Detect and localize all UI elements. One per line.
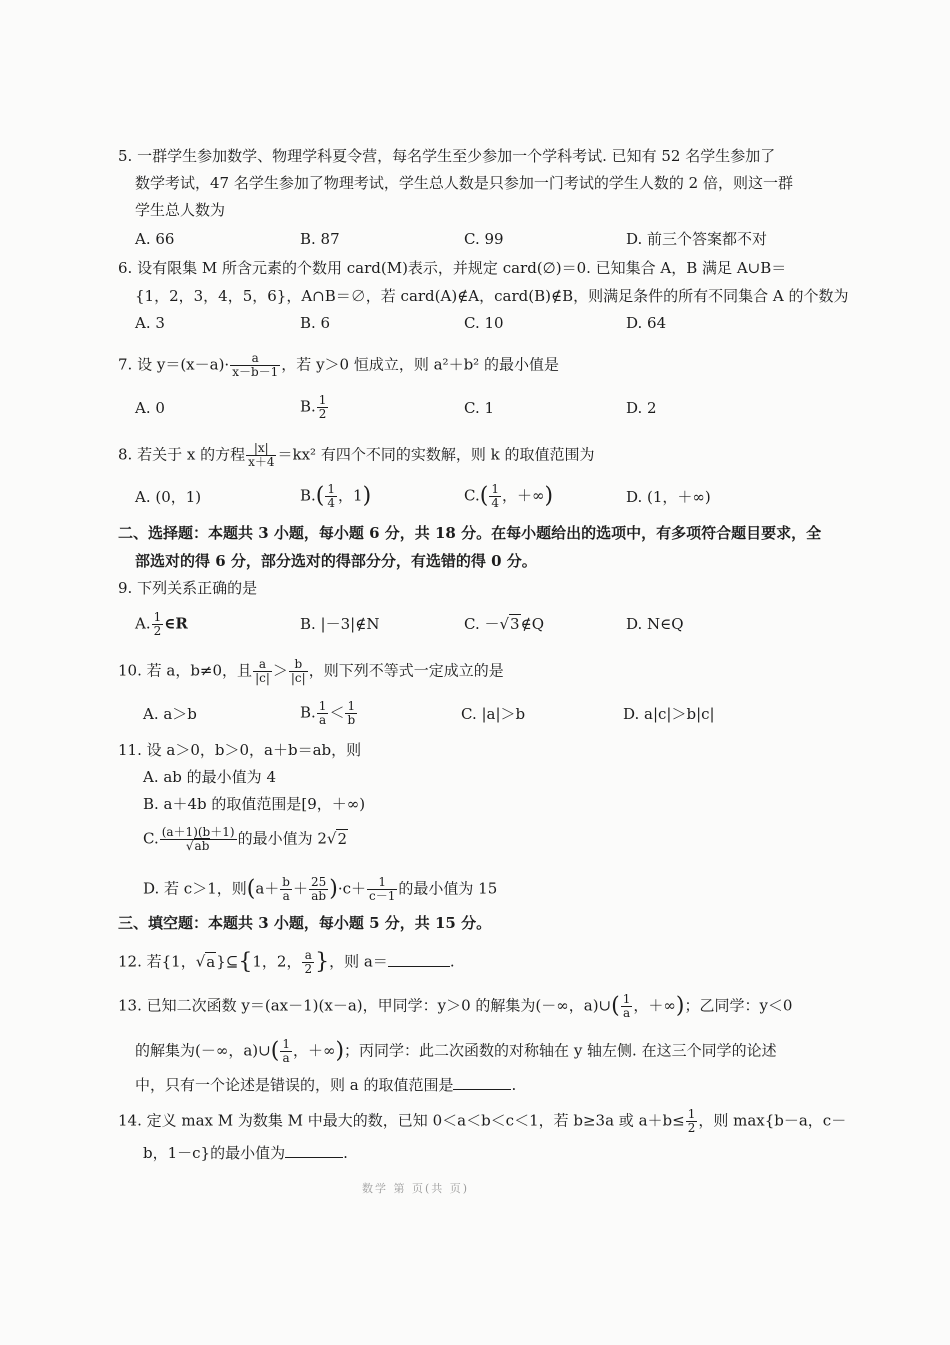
q7-stem-pre: 7. 设 y＝(x－a)· (118, 355, 230, 374)
q7-option-b-num: 1 (318, 393, 327, 407)
q6-line2: {1，2，3，4，5，6}，A∩B＝∅，若 card(A)∉A，card(B)∉B，则满足条件的所有不同集合 A 的个数为 (135, 287, 849, 305)
q14-line2-end: . (343, 1144, 348, 1162)
q13-line2-num: 1 (282, 1037, 290, 1051)
q9-option-c-radicand: 3 (510, 615, 520, 633)
q13-line1: 13. 已知二次函数 y＝(ax－1)(x－a)，甲同学：y＞0 的解集为(－∞，a)∪( $\frac{1}{a}$ ，＋∞)；乙同学：y＜0 (118, 992, 793, 1020)
q10-stem (118, 658, 504, 685)
q11-option-d-pre: D. 若 c＞1，则 (143, 879, 247, 898)
q7-frac-num: a (230, 352, 280, 366)
q10-stem-mid: ＞ (272, 661, 288, 680)
section2-heading-line2: 部选对的得 6 分，部分选对的得部分分，有选错的得 0 分。 (135, 552, 537, 570)
q8-option-c-den: 4 (491, 496, 499, 510)
q13-line1-den: a (622, 1006, 631, 1020)
q9-option-b: B. |－3|∉N (300, 615, 380, 633)
q8-option-b-label: B. (300, 486, 316, 505)
q14-line1-pre: 14. 定义 max M 为数集 M 中最大的数，已知 0＜a＜b＜c＜1，若 b≥3a 或 a＋b≤ (118, 1111, 685, 1130)
q8-option-c-tail: ，＋∞ (501, 486, 545, 505)
q10-frac2-den: |c| (290, 671, 306, 685)
q10-option-b-frac2 (345, 700, 357, 727)
q12-answer-blank[interactable] (388, 952, 450, 967)
q11-option-d-frac2-den: ab (311, 889, 327, 903)
q8-option-b-num: 1 (327, 482, 336, 496)
q14-line1-post: ，则 max{b－a，c－ (698, 1111, 847, 1130)
q11-option-d-frac1-den: a (282, 889, 290, 903)
q8-stem-pre: 8. 若关于 x 的方程 (118, 445, 246, 464)
q12-radicand: a (206, 952, 216, 971)
q13-line1-num: 1 (622, 992, 631, 1006)
q11-option-d-tail: 的最小值为 15 (398, 879, 498, 898)
q6-option-a: A. 3 (135, 314, 165, 332)
page-footer: 数学 第 页(共 页) (362, 1182, 470, 1195)
q10-option-d: D. a|c|＞b|c| (623, 705, 715, 723)
q12-frac-den: 2 (304, 962, 313, 976)
q12-set-close: } (315, 949, 330, 975)
q8-frac-den: x＋4 (248, 455, 275, 469)
q10-option-b-frac2-den: b (347, 713, 356, 727)
q10-option-b-mid: ＜ (329, 703, 345, 722)
q12-set-open: { (238, 949, 253, 975)
q10-frac1-num: a (253, 658, 272, 672)
q9-option-a-den: 2 (153, 624, 162, 638)
q13-line2-den: a (282, 1051, 290, 1065)
q7-option-b-den: 2 (318, 407, 327, 421)
q11-option-c-frac: $\frac{(a+1)(b+1)}{√ab}$ (161, 825, 235, 853)
q14-frac-den: 2 (687, 1121, 696, 1135)
q14-line2 (143, 1143, 348, 1163)
q9-option-d: D. N∈Q (626, 615, 684, 633)
q10-option-b-frac1-num: 1 (318, 699, 327, 713)
q12-stem-pre: 12. 若{1， (118, 952, 196, 971)
q10-option-b-frac2-num: 1 (345, 700, 357, 714)
q13-line3 (135, 1075, 516, 1095)
q11-option-d-rparen: ) (329, 876, 338, 902)
q11-stem: 11. 设 a＞0，b＞0，a＋b＝ab，则 (118, 741, 362, 759)
q14-line1 (118, 1108, 846, 1135)
q11-option-d-frac2 (309, 876, 328, 903)
q9-option-a-tail: ∈R (164, 614, 188, 633)
q8-fraction (246, 442, 276, 469)
q7-option-b-label: B. (300, 397, 316, 416)
q12-set-items: 1，2， (252, 952, 302, 971)
q8-frac-num: |x| (246, 442, 276, 456)
q10-option-c: C. |a|＞b (461, 705, 526, 723)
q13-line1-pre: 13. 已知二次函数 y＝(ax－1)(x－a)，甲同学：y＞0 的解集为(－∞，a)∪ (118, 996, 612, 1015)
q10-stem-post: ，则下列不等式一定成立的是 (308, 661, 504, 680)
q11-option-c-den: ab (194, 839, 210, 853)
q8-option-d: D. (1，＋∞) (626, 488, 711, 506)
q8-option-c-num: 1 (491, 482, 499, 496)
q7-frac-den: x－b－1 (232, 365, 279, 379)
q7-option-b (300, 394, 329, 421)
q13-line2-pre: 的解集为(－∞，a)∪ (135, 1041, 271, 1060)
q10-option-b-label: B. (300, 703, 316, 722)
q5-option-c: C. 99 (464, 230, 504, 248)
q10-frac1 (253, 658, 272, 685)
q13-line2-tail: ，＋∞ (292, 1041, 336, 1060)
q9-option-a-frac (152, 611, 164, 638)
q11-option-d-frac1-num: b (282, 875, 290, 889)
q14-frac-num: 1 (687, 1107, 696, 1121)
q5-option-d: D. 前三个答案都不对 (626, 230, 768, 248)
q9-option-a (135, 611, 188, 638)
q10-frac1-den: |c| (255, 671, 270, 685)
q9-option-a-num: 1 (153, 610, 162, 624)
q7-option-c: C. 1 (464, 399, 495, 417)
q8-stem-post: ＝kx² 有四个不同的实数解，则 k 的取值范围为 (277, 445, 595, 464)
q9-option-c-pre: C. － (464, 615, 500, 633)
q10-option-b-frac1-den: a (319, 713, 327, 727)
q8-stem (118, 442, 594, 469)
q6-option-c: C. 10 (464, 314, 504, 332)
q11-option-c-num: (a＋1)(b＋1) (161, 825, 235, 839)
q13-line2-frac (280, 1038, 292, 1065)
q14-fraction (686, 1108, 698, 1135)
q11-option-d (143, 876, 497, 903)
q5-line3: 学生总人数为 (135, 201, 226, 219)
q13-line1-frac (621, 993, 633, 1020)
q10-stem-pre: 10. 若 a，b≠0，且 (118, 661, 253, 680)
q13-line2-post: ；丙同学：此二次函数的对称轴在 y 轴左侧. 在这三个同学的论述 (344, 1041, 777, 1060)
q11-option-d-lparen: ( (246, 876, 256, 902)
q7-option-b-frac (317, 394, 329, 421)
q11-option-d-frac3 (367, 876, 397, 903)
q11-option-c-tail: 的最小值为 2 (237, 829, 327, 848)
q10-frac2 (289, 658, 308, 685)
q8-option-b-frac (325, 483, 337, 510)
q9-option-c-tail: ∉Q (520, 615, 544, 633)
q8-option-b-den: 4 (327, 496, 336, 510)
q11-option-b: B. a＋4b 的取值范围是[9，＋∞) (143, 795, 366, 813)
q7-stem (118, 352, 559, 379)
q9-option-a-label: A. (135, 614, 151, 633)
q13-line1-post: ；乙同学：y＜0 (684, 996, 793, 1015)
q8-option-c-frac (489, 483, 501, 510)
q7-fraction (230, 352, 280, 379)
section2-heading-line1: 二、选择题：本题共 3 小题，每小题 6 分，共 18 分。在每小题给出的选项中，有多项符合题目要求，全 (118, 524, 822, 542)
q5-option-a: A. 66 (135, 230, 175, 248)
q8-option-c: C.( $\frac{1}{4}$ ，＋∞) (464, 482, 554, 510)
q11-option-c-radicand: 2 (337, 829, 347, 848)
q8-option-b: B.( $\frac{1}{4}$ ，1) (300, 482, 372, 510)
q11-option-d-frac1 (280, 876, 292, 903)
q11-option-a: A. ab 的最小值为 4 (143, 768, 276, 786)
q7-option-a: A. 0 (135, 399, 165, 417)
q11-option-d-frac3-den: c－1 (369, 889, 396, 903)
q11-option-c: C. $\frac{(a+1)(b+1)}{√ab}$ 的最小值为 2√2 (143, 825, 347, 853)
q12-stem-mid: }⊆ (216, 952, 239, 971)
q10-option-b-frac1 (317, 700, 329, 727)
q11-option-d-mid: ·c＋ (337, 879, 367, 898)
q6-line1: 6. 设有限集 M 所含元素的个数用 card(M)表示，并规定 card(∅)＝0. 已知集合 A，B 满足 A∪B＝ (118, 259, 787, 277)
q12-stem-post: ，则 a＝ (329, 952, 388, 971)
q14-answer-blank[interactable] (285, 1143, 343, 1158)
q5-line2: 数学考试，47 名学生参加了物理考试，学生总人数是只参加一门考试的学生人数的 2 倍，则这一群 (135, 174, 793, 192)
q8-option-a: A. (0，1) (135, 488, 202, 506)
q7-stem-post: ，若 y＞0 恒成立，则 a²＋b² 的最小值是 (281, 355, 559, 374)
q10-frac2-num: b (289, 658, 308, 672)
q14-line2-text: b，1－c}的最小值为 (143, 1144, 286, 1162)
q13-line1-tail: ，＋∞ (633, 996, 676, 1015)
q12-fraction (302, 949, 314, 976)
q9-stem: 9. 下列关系正确的是 (118, 579, 258, 597)
q10-option-b (300, 700, 358, 727)
q11-option-d-frac3-num: 1 (367, 876, 397, 890)
q11-option-d-frac2-num: 25 (311, 875, 327, 889)
q6-option-d: D. 64 (626, 314, 667, 332)
q12-frac-num: a (302, 949, 314, 963)
q11-option-c-label: C. (143, 829, 159, 848)
q12-stem: 12. 若{1，√a}⊆{1，2， $\frac{a}{2}$ }，则 a＝ . (118, 948, 455, 976)
q5-line1: 5. 一群学生参加数学、物理学科夏令营，每名学生至少参加一个学科考试. 已知有 52 名学生参加了 (118, 147, 776, 165)
q8-option-c-label: C. (464, 486, 480, 505)
q9-option-c: C. －√3∉Q (464, 615, 544, 633)
q6-option-b: B. 6 (300, 314, 331, 332)
q13-answer-blank[interactable] (453, 1075, 511, 1090)
q7-option-d: D. 2 (626, 399, 657, 417)
q11-option-d-a: a＋ (255, 879, 280, 898)
q13-line3-text: 中，只有一个论述是错误的，则 a 的取值范围是 (135, 1076, 454, 1094)
q10-option-a: A. a＞b (143, 705, 197, 723)
q5-option-b: B. 87 (300, 230, 340, 248)
q13-line2: 的解集为(－∞，a)∪( $\frac{1}{a}$ ，＋∞)；丙同学：此二次函数的对称轴在 y 轴左侧. 在这三个同学的论述 (135, 1037, 777, 1065)
q11-option-d-plus: ＋ (292, 879, 308, 898)
q12-stem-end: . (449, 952, 455, 971)
section3-heading: 三、填空题：本题共 3 小题，每小题 5 分，共 15 分。 (118, 914, 492, 932)
q13-line3-end: . (511, 1076, 517, 1094)
q8-option-b-tail: ，1 (338, 486, 363, 505)
